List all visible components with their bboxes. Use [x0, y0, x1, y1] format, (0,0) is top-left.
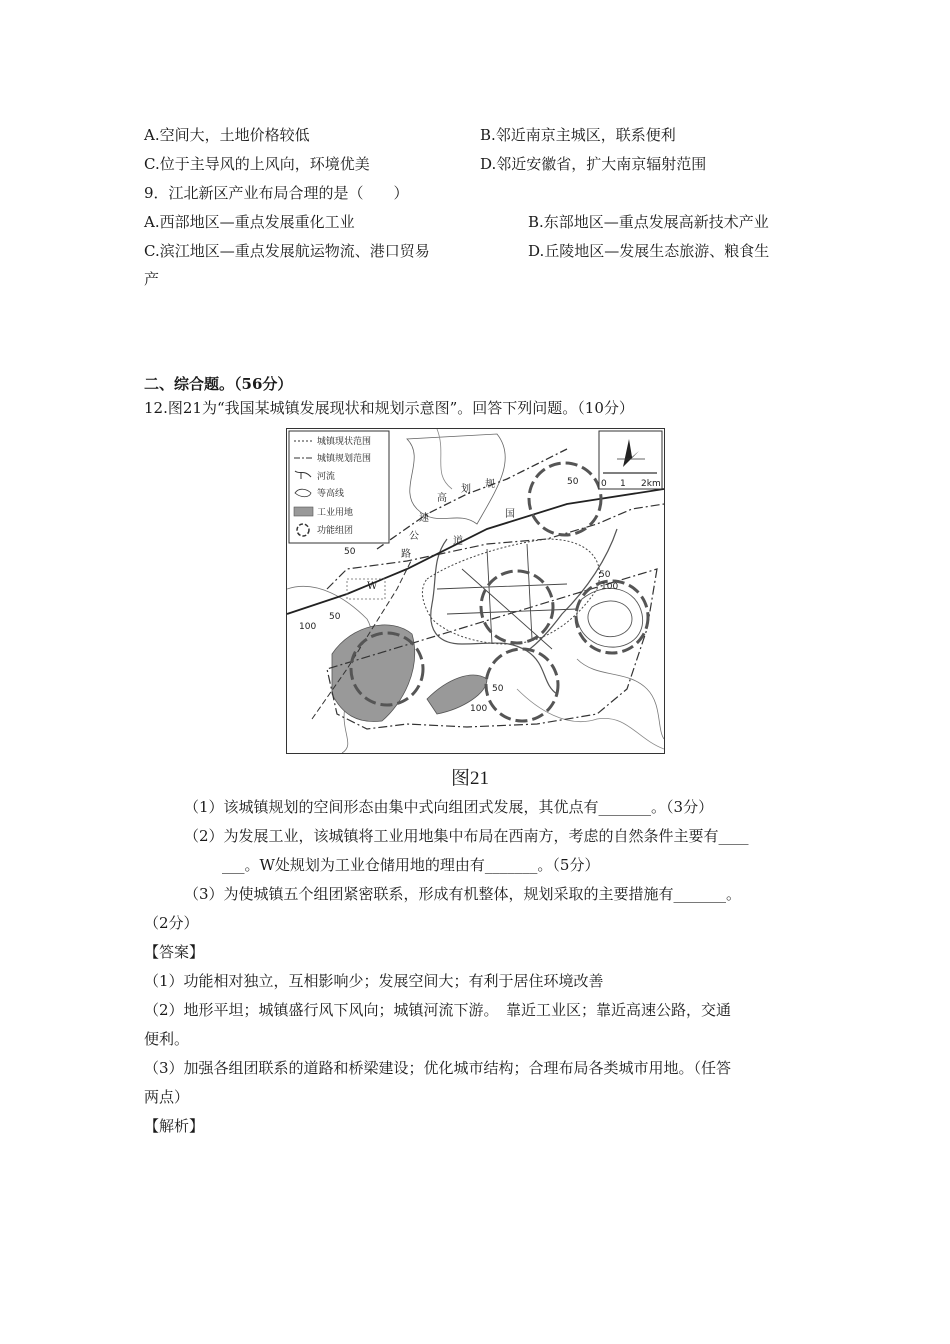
contour-label-50-b: 50	[567, 477, 579, 487]
scale-label-1: 1	[620, 479, 626, 489]
plan-char-3: 国	[505, 509, 515, 520]
scale-label-2km: 2km	[641, 479, 661, 489]
road-char-1: 高	[437, 493, 447, 504]
contour-label-100-a: 100	[299, 622, 317, 632]
legend-planned-range: 城镇规划范围	[317, 454, 372, 464]
legend-cluster: 功能组团	[317, 526, 354, 536]
q12-sub2-line1: （2）为发展工业，该城镇将工业用地集中布局在西南方，考虑的自然条件主要有____	[184, 827, 749, 845]
answer-label: 【答案】	[144, 943, 205, 961]
answer-1: （1）功能相对独立，互相影响少；发展空间大；有利于居住环境改善	[144, 972, 604, 990]
river	[431, 539, 557, 694]
analysis-label: 【解析】	[144, 1117, 205, 1135]
plan-char-1: 划	[461, 484, 471, 495]
legend-contour: 等高线	[317, 489, 345, 499]
map-label-w: W	[367, 581, 378, 592]
q12-sub3-line2: （2分）	[144, 914, 199, 932]
contour-label-50-c: 50	[329, 612, 341, 622]
legend-current-range: 城镇现状范围	[317, 437, 372, 447]
figure-caption: 图21	[451, 768, 490, 789]
road-char-2: 速	[419, 513, 429, 524]
answer-3-line1: （3）加强各组团联系的道路和桥梁建设；优化城市结构；合理布局各类城市用地。（任答	[144, 1059, 732, 1077]
answer-2-line2: 便利。	[144, 1030, 190, 1048]
q12-stem: 12.图21为“我国某城镇发展现状和规划示意图”。回答下列问题。（10分）	[144, 399, 634, 417]
streets	[437, 544, 577, 649]
road-char-5: 道	[453, 536, 463, 547]
road-char-4: 路	[401, 549, 411, 560]
q9-option-b: B.东部地区—重点发展高新技术产业	[528, 213, 769, 231]
answer-3-line2: 两点）	[144, 1088, 190, 1106]
q12-sub2-line2: ___。W处规划为工业仓储用地的理由有_______。（5分）	[222, 856, 600, 874]
plan-char-2: 规	[485, 479, 495, 490]
contour-label-50-d: 50	[599, 570, 611, 580]
q8-option-a: A.空间大，土地价格较低	[144, 126, 310, 144]
q9-stem: 9．江北新区产业布局合理的是（ ）	[144, 184, 409, 202]
q12-sub3-line1: （3）为使城镇五个组团紧密联系，形成有机整体，规划采取的主要措施有_______。	[184, 885, 742, 903]
map-figure	[286, 428, 665, 754]
q8-option-d: D.邻近安徽省，扩大南京辐射范围	[480, 155, 707, 173]
hill-contour	[577, 588, 643, 647]
q9-option-c: C.滨江地区—重点发展航运物流、港口贸易	[144, 242, 430, 260]
legend-industrial: 工业用地	[317, 508, 354, 518]
contour-label-50-a: 50	[344, 547, 356, 557]
q9-option-a: A.西部地区—重点发展重化工业	[144, 213, 355, 231]
legend-river: 河流	[317, 472, 336, 482]
planned-road	[377, 449, 567, 549]
q9-option-d: D.丘陵地区—发展生态旅游、粮食生	[528, 242, 770, 260]
section-heading: 二、综合题。（56分）	[144, 375, 293, 393]
scale-label-0: 0	[601, 479, 607, 489]
q9-option-c-continued: 产	[144, 270, 160, 288]
contour-label-100-b: 100	[601, 582, 619, 592]
contour-label-100-c: 100	[470, 704, 488, 714]
road-char-3: 公	[409, 531, 419, 542]
q8-option-c: C.位于主导风的上风向，环境优美	[144, 155, 370, 173]
cluster-circle-ne	[529, 463, 601, 535]
q12-sub1: （1）该城镇规划的空间形态由集中式向组团式发展，其优点有_______。（3分）	[184, 798, 714, 816]
map-svg	[287, 429, 664, 753]
q8-option-b: B.邻近南京主城区，联系便利	[480, 126, 676, 144]
contour-label-50-e: 50	[492, 684, 504, 694]
answer-2-line1: （2）地形平坦；城镇盛行风下风向；城镇河流下游。 靠近工业区；靠近高速公路，交通	[144, 1001, 732, 1019]
current-boundary	[422, 539, 599, 644]
